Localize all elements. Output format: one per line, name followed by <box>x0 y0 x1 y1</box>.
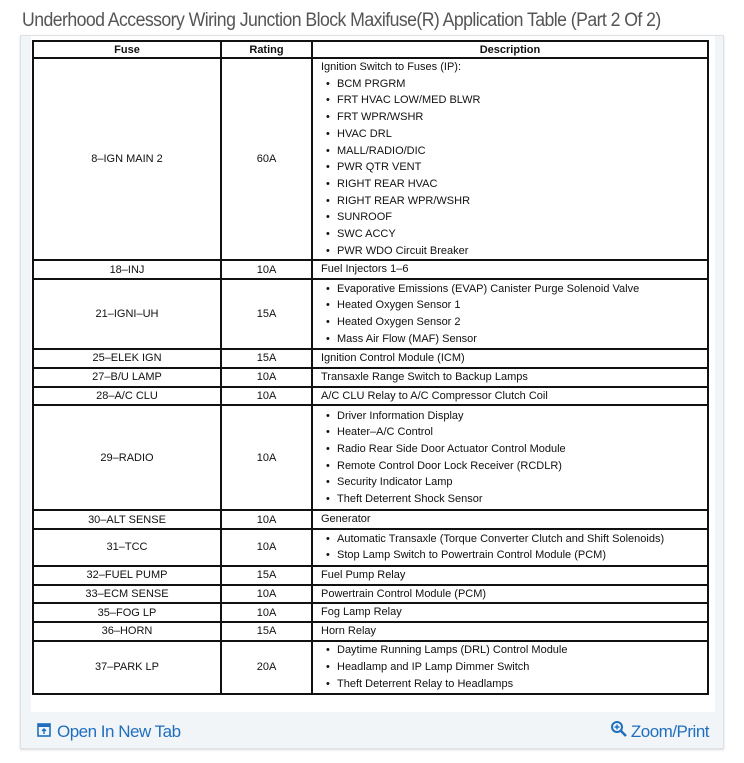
fuse-cell: 33–ECM SENSE <box>33 585 221 604</box>
description-cell <box>312 641 708 694</box>
magnifier-plus-icon <box>610 720 628 743</box>
table-row <box>33 349 708 368</box>
description-list-item: • SUNROOF <box>325 209 699 226</box>
header-fuse: Fuse <box>33 41 221 58</box>
description-text: Powertrain Control Module (PCM) <box>321 587 487 600</box>
description-list-item: • Daytime Running Lamps (DRL) Control Module <box>325 642 699 659</box>
rating-cell: 10A <box>221 585 312 604</box>
rating-cell: 10A <box>221 529 312 566</box>
description-cell <box>312 58 708 260</box>
rating-cell: 15A <box>221 279 312 349</box>
fuse-cell: 30–ALT SENSE <box>33 510 221 529</box>
description-list-item: • Stop Lamp Switch to Powertrain Control Module (PCM) <box>325 547 699 564</box>
description-list-item: • Mass Air Flow (MAF) Sensor <box>325 331 699 348</box>
description-list-item: • PWR QTR VENT <box>325 159 699 176</box>
table-row <box>33 641 708 694</box>
header-rating: Rating <box>221 41 312 58</box>
description-cell <box>312 279 708 349</box>
fuse-cell: 29–RADIO <box>33 405 221 510</box>
description-list-item: • BCM PRGRM <box>325 76 699 93</box>
description-text: A/C CLU Relay to A/C Compressor Clutch Coil <box>321 389 548 402</box>
fuse-table <box>32 40 709 695</box>
description-list-item: • Evaporative Emissions (EVAP) Canister Purge Solenoid Valve <box>325 281 699 298</box>
description-text: Transaxle Range Switch to Backup Lamps <box>321 370 528 383</box>
description-text: Fuel Pump Relay <box>321 568 406 581</box>
description-cell <box>312 622 708 641</box>
description-cell <box>312 387 708 406</box>
description-list <box>321 76 699 260</box>
description-list-item: • Remote Control Door Lock Receiver (RCDLR) <box>325 458 699 475</box>
description-list-item: • Driver Information Display <box>325 408 699 425</box>
description-list-item: • FRT HVAC LOW/MED BLWR <box>325 92 699 109</box>
rating-cell: 10A <box>221 260 312 279</box>
table-row <box>33 368 708 387</box>
description-list-item: • Headlamp and IP Lamp Dimmer Switch <box>325 659 699 676</box>
rating-cell: 15A <box>221 349 312 368</box>
table-row <box>33 58 708 260</box>
table-row <box>33 510 708 529</box>
fuse-cell: 21–IGNI–UH <box>33 279 221 349</box>
fuse-cell: 28–A/C CLU <box>33 387 221 406</box>
description-list <box>321 531 699 564</box>
description-text: Fog Lamp Relay <box>321 606 402 619</box>
rating-cell: 15A <box>221 622 312 641</box>
description-cell <box>312 368 708 387</box>
description-text: Fuel Injectors 1–6 <box>321 263 409 276</box>
fuse-cell: 31–TCC <box>33 529 221 566</box>
description-list-item: • PWR WDO Circuit Breaker <box>325 243 699 260</box>
open-in-new-tab-label: Open In New Tab <box>57 722 181 741</box>
image-frame <box>20 35 724 749</box>
description-text: Ignition Switch to Fuses (IP): <box>321 61 461 73</box>
description-list-item: • SWC ACCY <box>325 226 699 243</box>
description-list-item: • Heated Oxygen Sensor 1 <box>325 297 699 314</box>
description-list-item: • Radio Rear Side Door Actuator Control Module <box>325 441 699 458</box>
rating-cell: 10A <box>221 603 312 622</box>
description-cell <box>312 260 708 279</box>
fuse-cell: 8–IGN MAIN 2 <box>33 58 221 260</box>
fuse-cell: 18–INJ <box>33 260 221 279</box>
description-cell <box>312 405 708 510</box>
description-list-item: • RIGHT REAR HVAC <box>325 176 699 193</box>
description-list <box>321 281 699 348</box>
description-list-item: • RIGHT REAR WPR/WSHR <box>325 193 699 210</box>
description-cell <box>312 566 708 585</box>
rating-cell: 10A <box>221 387 312 406</box>
open-in-new-tab-link[interactable] <box>37 722 181 742</box>
table-header-row <box>33 41 708 58</box>
rating-cell: 10A <box>221 368 312 387</box>
rating-cell: 60A <box>221 58 312 260</box>
table-row <box>33 603 708 622</box>
description-text: Horn Relay <box>321 625 377 638</box>
description-list-item: • Theft Deterrent Shock Sensor <box>325 491 699 508</box>
table-row <box>33 566 708 585</box>
description-list-item: • Heated Oxygen Sensor 2 <box>325 314 699 331</box>
description-cell <box>312 349 708 368</box>
open-new-tab-icon <box>37 722 51 742</box>
table-row <box>33 279 708 349</box>
rating-cell: 15A <box>221 566 312 585</box>
description-list-item: • Security Indicator Lamp <box>325 474 699 491</box>
fuse-cell: 37–PARK LP <box>33 641 221 694</box>
description-text: Generator <box>321 513 371 526</box>
rating-cell: 10A <box>221 405 312 510</box>
rating-cell: 10A <box>221 510 312 529</box>
fuse-table-image <box>31 36 715 712</box>
description-text: Ignition Control Module (ICM) <box>321 352 465 365</box>
table-row <box>33 585 708 604</box>
table-row <box>33 529 708 566</box>
description-list-item: • Heater–A/C Control <box>325 424 699 441</box>
description-list-item: • FRT WPR/WSHR <box>325 109 699 126</box>
description-list <box>321 408 699 508</box>
fuse-cell: 35–FOG LP <box>33 603 221 622</box>
description-list-item: • MALL/RADIO/DIC <box>325 143 699 160</box>
description-list-item: • Automatic Transaxle (Torque Converter Clutch and Shift Solenoids) <box>325 531 699 548</box>
description-cell <box>312 510 708 529</box>
table-row <box>33 260 708 279</box>
zoom-print-link[interactable] <box>610 720 709 743</box>
description-list <box>321 642 699 692</box>
fuse-cell: 25–ELEK IGN <box>33 349 221 368</box>
header-description: Description <box>312 41 708 58</box>
rating-cell: 20A <box>221 641 312 694</box>
table-row <box>33 622 708 641</box>
zoom-print-label: Zoom/Print <box>630 721 709 741</box>
fuse-cell: 27–B/U LAMP <box>33 368 221 387</box>
fuse-cell: 32–FUEL PUMP <box>33 566 221 585</box>
description-list-item: • Theft Deterrent Relay to Headlamps <box>325 676 699 693</box>
fuse-cell: 36–HORN <box>33 622 221 641</box>
table-row <box>33 387 708 406</box>
description-cell <box>312 585 708 604</box>
table-row <box>33 405 708 510</box>
description-list-item: • HVAC DRL <box>325 126 699 143</box>
description-cell <box>312 529 708 566</box>
page-title: Underhood Accessory Wiring Junction Block Maxifuse(R) Application Table (Part 2 Of 2) <box>22 10 661 31</box>
description-cell <box>312 603 708 622</box>
image-footer <box>21 716 723 748</box>
